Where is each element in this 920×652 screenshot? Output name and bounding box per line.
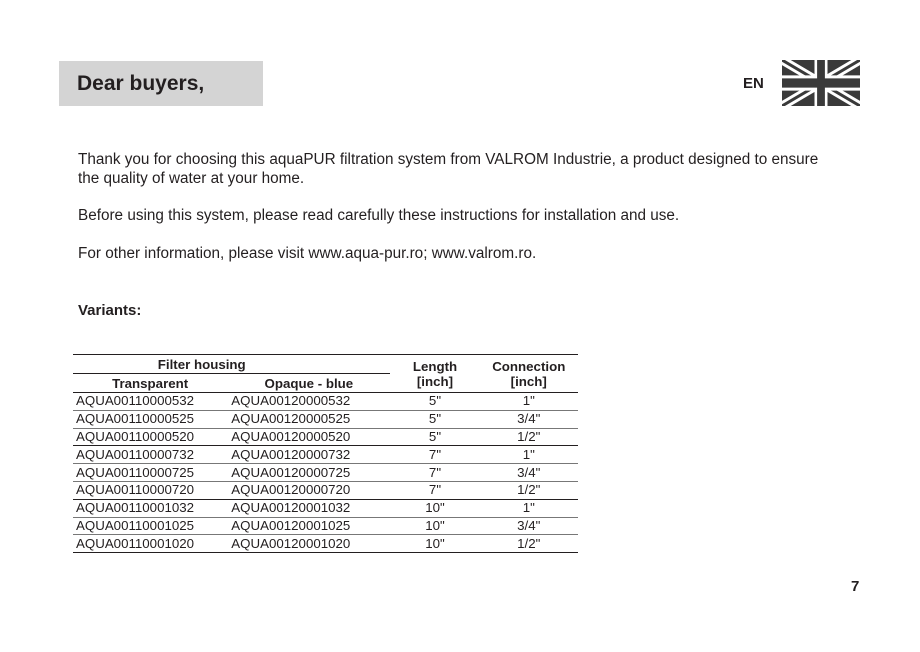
length-value: 5" (390, 428, 479, 446)
opaque-code: AQUA00120000520 (227, 428, 390, 446)
length-header (390, 355, 479, 393)
connection-value: 1" (522, 393, 535, 409)
connection-value: 1" (480, 446, 578, 464)
opaque-code: AQUA00120001032 (227, 499, 390, 517)
transparent-code: AQUA00110000525 (73, 410, 227, 428)
length-value: 10" (390, 517, 479, 535)
transparent-code: AQUA00110000732 (73, 446, 227, 464)
connection-value: 3/4" (480, 517, 578, 535)
opaque-code: AQUA00120000532 (231, 393, 351, 409)
connection-header-line1: Connection (492, 358, 566, 374)
table-row (73, 410, 578, 428)
table-row (73, 517, 578, 535)
transparent-code: AQUA00110000520 (73, 428, 227, 446)
connection-value: 3/4" (480, 464, 578, 482)
connection-value: 1/2" (480, 428, 578, 446)
opaque-code: AQUA00120000725 (227, 464, 390, 482)
table-row (73, 446, 578, 464)
opaque-code: AQUA00120000732 (227, 446, 390, 464)
connection-value: 3/4" (480, 410, 578, 428)
table-row (73, 393, 578, 411)
connection-header (480, 355, 578, 393)
table-row (73, 481, 578, 499)
table-row (73, 535, 578, 553)
opaque-code: AQUA00120001020 (227, 535, 390, 553)
transparent-code: AQUA00110000720 (73, 481, 227, 499)
connection-value: 1/2" (480, 535, 578, 553)
length-value: 5" (428, 393, 442, 409)
length-header-line2: [inch] (416, 373, 454, 389)
intro-paragraph-thanks: Thank you for choosing this aquaPUR filtration system from VALROM Industrie, a product designed to ensure the quality of water at your home. (78, 151, 819, 187)
language-code: EN (743, 75, 764, 92)
opaque-code: AQUA00120001025 (227, 517, 390, 535)
length-value: 7" (390, 446, 479, 464)
table-row (73, 499, 578, 517)
length-value: 10" (390, 535, 479, 553)
length-value: 10" (390, 499, 479, 517)
page-number: 7 (851, 578, 860, 595)
transparent-code: AQUA00110001032 (73, 499, 227, 517)
table-row (73, 428, 578, 446)
intro-paragraph-instructions: Before using this system, please read carefully these instructions for installation and use. (78, 207, 680, 224)
connection-value: 1/2" (480, 481, 578, 499)
transparent-code: AQUA00110000532 (76, 393, 195, 409)
uk-flag-icon (782, 60, 860, 106)
transparent-header: Transparent (73, 374, 227, 393)
opaque-code: AQUA00120000720 (227, 481, 390, 499)
connection-header-line2: [inch] (510, 373, 547, 389)
table-row (73, 464, 578, 482)
variants-table (73, 354, 578, 553)
connection-value: 1" (480, 499, 578, 517)
variants-heading: Variants: (78, 302, 142, 319)
length-value: 7" (390, 481, 479, 499)
transparent-code: AQUA00110001025 (73, 517, 227, 535)
page-title: Dear buyers, (59, 61, 263, 106)
filter-housing-header: Filter housing (157, 356, 246, 372)
transparent-code: AQUA00110001020 (73, 535, 227, 553)
length-value: 7" (390, 464, 479, 482)
opaque-header: Opaque - blue (227, 374, 390, 393)
transparent-code: AQUA00110000725 (73, 464, 227, 482)
intro-paragraph-info: For other information, please visit www.aqua-pur.ro; www.valrom.ro. (78, 245, 537, 262)
opaque-code: AQUA00120000525 (227, 410, 390, 428)
length-header-line1: Length (412, 358, 458, 374)
length-value: 5" (390, 410, 479, 428)
